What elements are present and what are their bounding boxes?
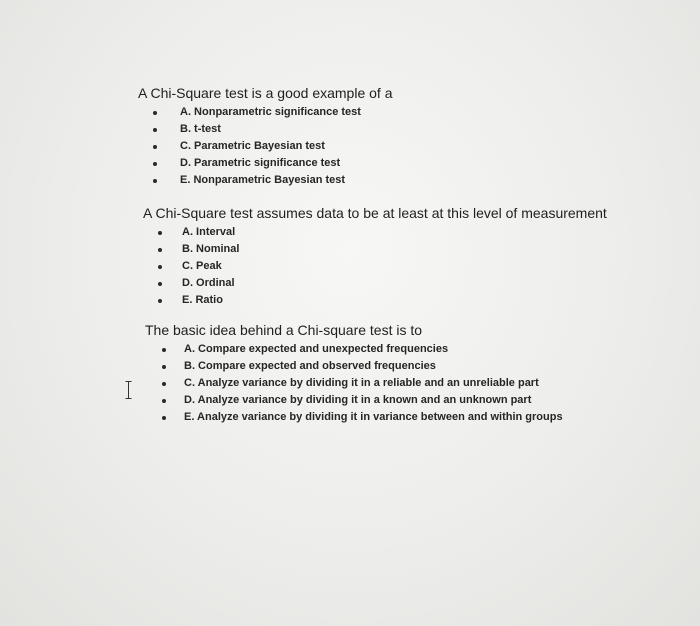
option-item [145,409,563,426]
option-item [145,375,563,392]
question-title: A Chi-Square test assumes data to be at least at this level of measurement [143,205,607,221]
bullet-icon [153,179,157,183]
option-item [143,241,607,258]
question-3 [145,322,563,426]
bullet-icon [162,348,166,352]
bullet-icon [158,299,162,303]
option-text: E. Nonparametric Bayesian test [180,174,346,186]
option-text: C. Analyze variance by dividing it in a reliable and an unreliable part [184,377,539,389]
option-text: D. Ordinal [182,277,235,289]
option-item [143,292,607,309]
option-text: B. t-test [180,123,221,135]
option-item [145,341,563,358]
option-text: E. Ratio [182,294,223,306]
text-cursor-icon [125,381,132,399]
option-text: A. Compare expected and unexpected frequencies [184,343,449,355]
option-list [138,104,392,189]
bullet-icon [162,365,166,369]
option-item [143,224,607,241]
option-item [145,358,563,375]
option-item [138,155,392,172]
question-1 [138,85,392,189]
option-text: A. Nonparametric significance test [180,106,361,118]
option-text: D. Analyze variance by dividing it in a known and an unknown part [184,394,532,406]
option-item [138,104,392,121]
option-text: B. Nominal [182,243,240,255]
option-item [138,138,392,155]
option-text: B. Compare expected and observed frequencies [184,360,436,372]
bullet-icon [158,248,162,252]
option-text: E. Analyze variance by dividing it in variance between and within groups [184,411,563,423]
option-text: D. Parametric significance test [180,157,341,169]
option-item [145,392,563,409]
question-title: A Chi-Square test is a good example of a [138,85,393,101]
option-text: C. Peak [182,260,222,272]
bullet-icon [158,265,162,269]
bullet-icon [153,128,157,132]
option-text: A. Interval [182,226,236,238]
option-item [143,258,607,275]
bullet-icon [162,382,166,386]
option-list [145,341,563,426]
bullet-icon [153,145,157,149]
option-item [143,275,607,292]
question-title: The basic idea behind a Chi-square test is to [145,322,423,338]
bullet-icon [162,416,166,420]
option-item [138,172,392,189]
bullet-icon [158,231,162,235]
question-2 [143,205,607,309]
bullet-icon [153,162,157,166]
bullet-icon [162,399,166,403]
option-list [143,224,607,309]
option-item [138,121,392,138]
option-text: C. Parametric Bayesian test [180,140,325,152]
bullet-icon [158,282,162,286]
bullet-icon [153,111,157,115]
